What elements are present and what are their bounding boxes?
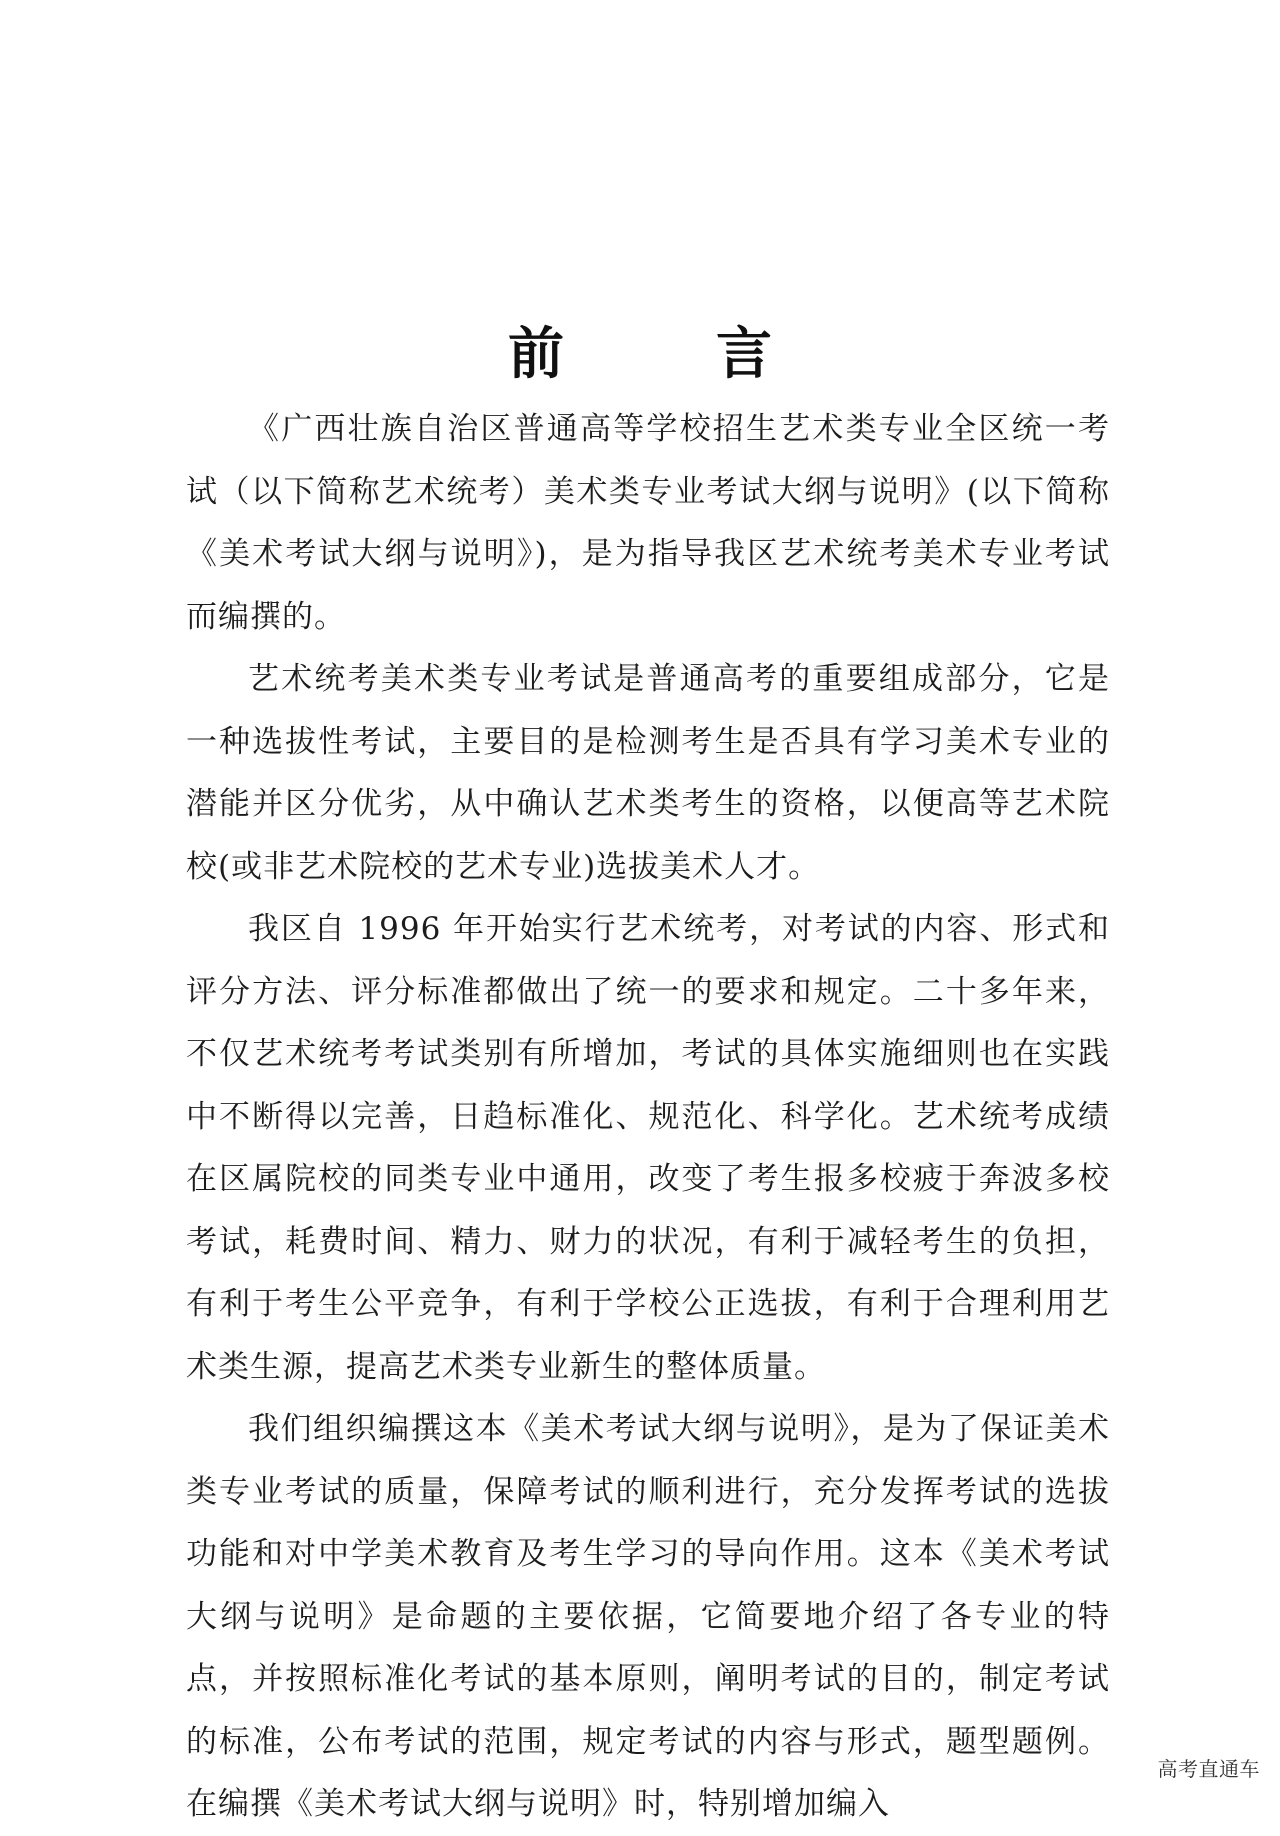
paragraph-2: 艺术统考美术类专业考试是普通高考的重要组成部分，它是一种选拔性考试，主要目的是检测考生是否具有学习美术专业的潜能并区分优劣，从中确认艺术类考生的资格，以便高等艺术院校(或非艺术院校的艺术专业)选拔美术人才。 — [186, 661, 1110, 885]
page-title: 前 言 — [508, 321, 820, 387]
paragraph-4: 我们组织编撰这本《美术考试大纲与说明》，是为了保证美术类专业考试的质量，保障考试的顺利进行，充分发挥考试的选拔功能和对中学美术教育及考生学习的导向作用。这本《美术考试大纲与说明》是命题的主要依据，它简要地介绍了各专业的特点，并按照标准化考试的基本原则，阐明考试的目的，制定考试的标准，公布考试的范围，规定考试的内容与形式，题型题例。在编撰《美术考试大纲与说明》时，特别增加编入 — [186, 1411, 1110, 1822]
watermark-text: 高考直通车 — [1157, 1757, 1260, 1781]
preface-body — [186, 398, 1110, 1836]
paragraph-1: 《广西壮族自治区普通高等学校招生艺术类专业全区统一考试（以下简称艺术统考）美术类专业考试大纲与说明》(以下简称《美术考试大纲与说明》)，是为指导我区艺术统考美术专业考试而编撰的。 — [186, 411, 1110, 635]
paragraph-3: 我区自 1996 年开始实行艺术统考，对考试的内容、形式和评分方法、评分标准都做出了统一的要求和规定。二十多年来，不仅艺术统考考试类别有所增加，考试的具体实施细则也在实践中不断得以完善，日趋标准化、规范化、科学化。艺术统考成绩在区属院校的同类专业中通用，改变了考生报多校疲于奔波多校考试，耗费时间、精力、财力的状况，有利于减轻考生的负担，有利于考生公平竞争，有利于学校公正选拔，有利于合理利用艺术类生源，提高艺术类专业新生的整体质量。 — [186, 911, 1110, 1385]
